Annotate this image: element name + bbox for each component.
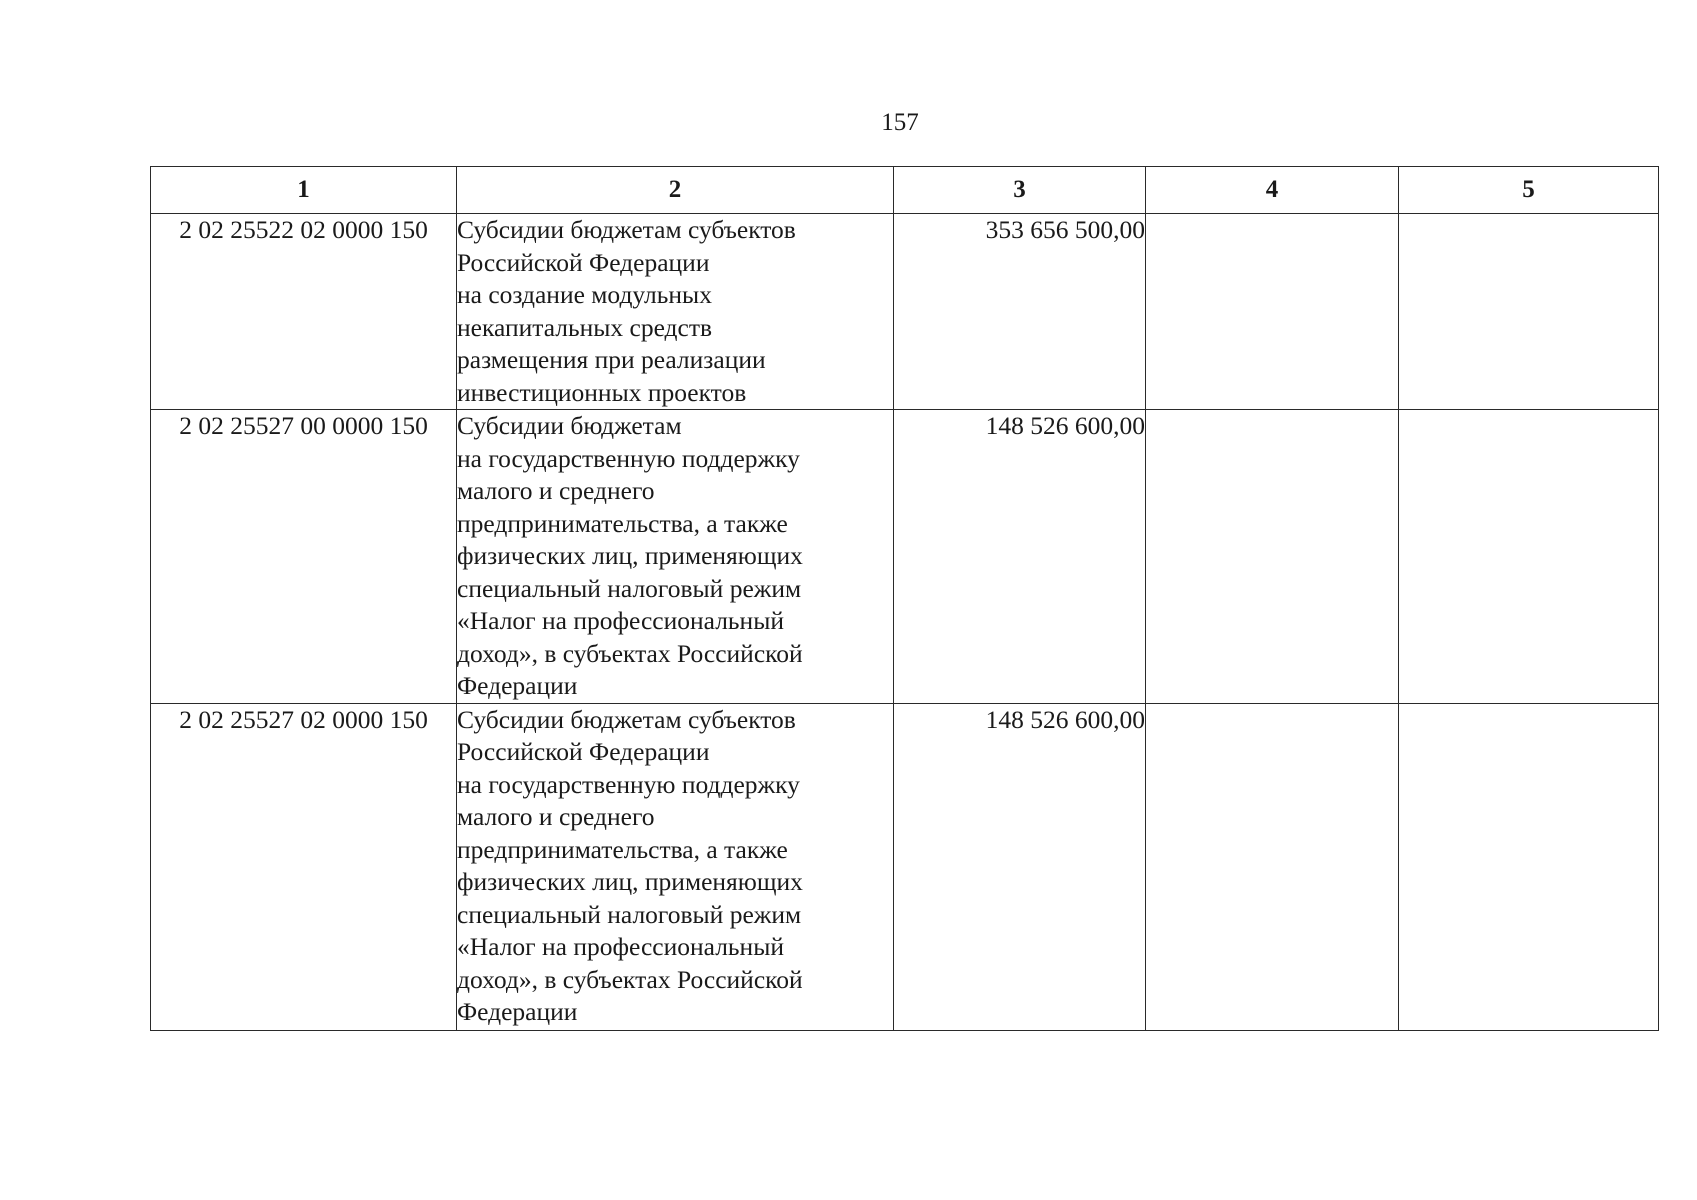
name-line: доход», в субъектах Российской: [457, 964, 803, 994]
name-line: на создание модульных: [457, 280, 712, 309]
name-line: Российской Федерации: [457, 247, 710, 277]
name-cell: [457, 410, 894, 704]
header-col-3: 3: [894, 167, 1146, 214]
name-line: «Налог на профессиональный: [457, 606, 784, 635]
name-line: специальный налоговый режим: [457, 899, 802, 929]
name-cell: [457, 703, 894, 1030]
budget-code-cell: 2 02 25527 02 0000 150: [151, 703, 457, 1030]
name-cell: [457, 214, 894, 410]
budget-code-cell: 2 02 25527 00 0000 150: [151, 410, 457, 704]
page-number: 157: [881, 109, 919, 136]
name-line: физических лиц, применяющих: [457, 541, 803, 570]
col5-cell: [1399, 410, 1659, 704]
name-line: «Налог на профессиональный: [457, 932, 784, 961]
col5-cell: [1399, 214, 1659, 410]
name-line: Федерации: [457, 671, 578, 700]
budget-code-cell: 2 02 25522 02 0000 150: [151, 214, 457, 410]
name-line: малого и среднего: [457, 802, 655, 831]
amount-cell: 148 526 600,00: [894, 410, 1146, 704]
name-line: Российской Федерации: [457, 737, 710, 766]
amount-cell: 148 526 600,00: [894, 703, 1146, 1030]
header-row: [151, 167, 1659, 214]
name-line: на государственную поддержку: [457, 443, 800, 473]
name-line: некапитальных средств: [457, 312, 713, 342]
name-line: физических лиц, применяющих: [457, 867, 803, 896]
name-line: предпринимательства, а также: [457, 508, 788, 538]
name-line: Субсидии бюджетам субъектов: [457, 704, 796, 734]
col4-cell: [1146, 410, 1399, 704]
name-line: размещения при реализации: [457, 345, 766, 374]
budget-table: [150, 166, 1659, 1031]
col4-cell: [1146, 214, 1399, 410]
header-col-2: 2: [457, 167, 894, 214]
name-line: Субсидии бюджетам: [457, 411, 682, 440]
amount-cell: 353 656 500,00: [894, 214, 1146, 410]
name-line: Субсидии бюджетам субъектов: [457, 215, 796, 244]
table-row: [151, 703, 1659, 1030]
name-line: инвестиционных проектов: [457, 377, 747, 407]
col4-cell: [1146, 703, 1399, 1030]
name-line: Федерации: [457, 997, 578, 1026]
table-row: [151, 410, 1659, 704]
name-line: на государственную поддержку: [457, 769, 800, 799]
header-col-1: 1: [151, 167, 457, 214]
header-col-5: 5: [1399, 167, 1659, 214]
col5-cell: [1399, 703, 1659, 1030]
name-line: предпринимательства, а также: [457, 834, 788, 864]
header-col-4: 4: [1146, 167, 1399, 214]
name-line: доход», в субъектах Российской: [457, 638, 803, 668]
name-line: малого и среднего: [457, 476, 655, 505]
name-line: специальный налоговый режим: [457, 573, 802, 603]
table-row: [151, 214, 1659, 410]
